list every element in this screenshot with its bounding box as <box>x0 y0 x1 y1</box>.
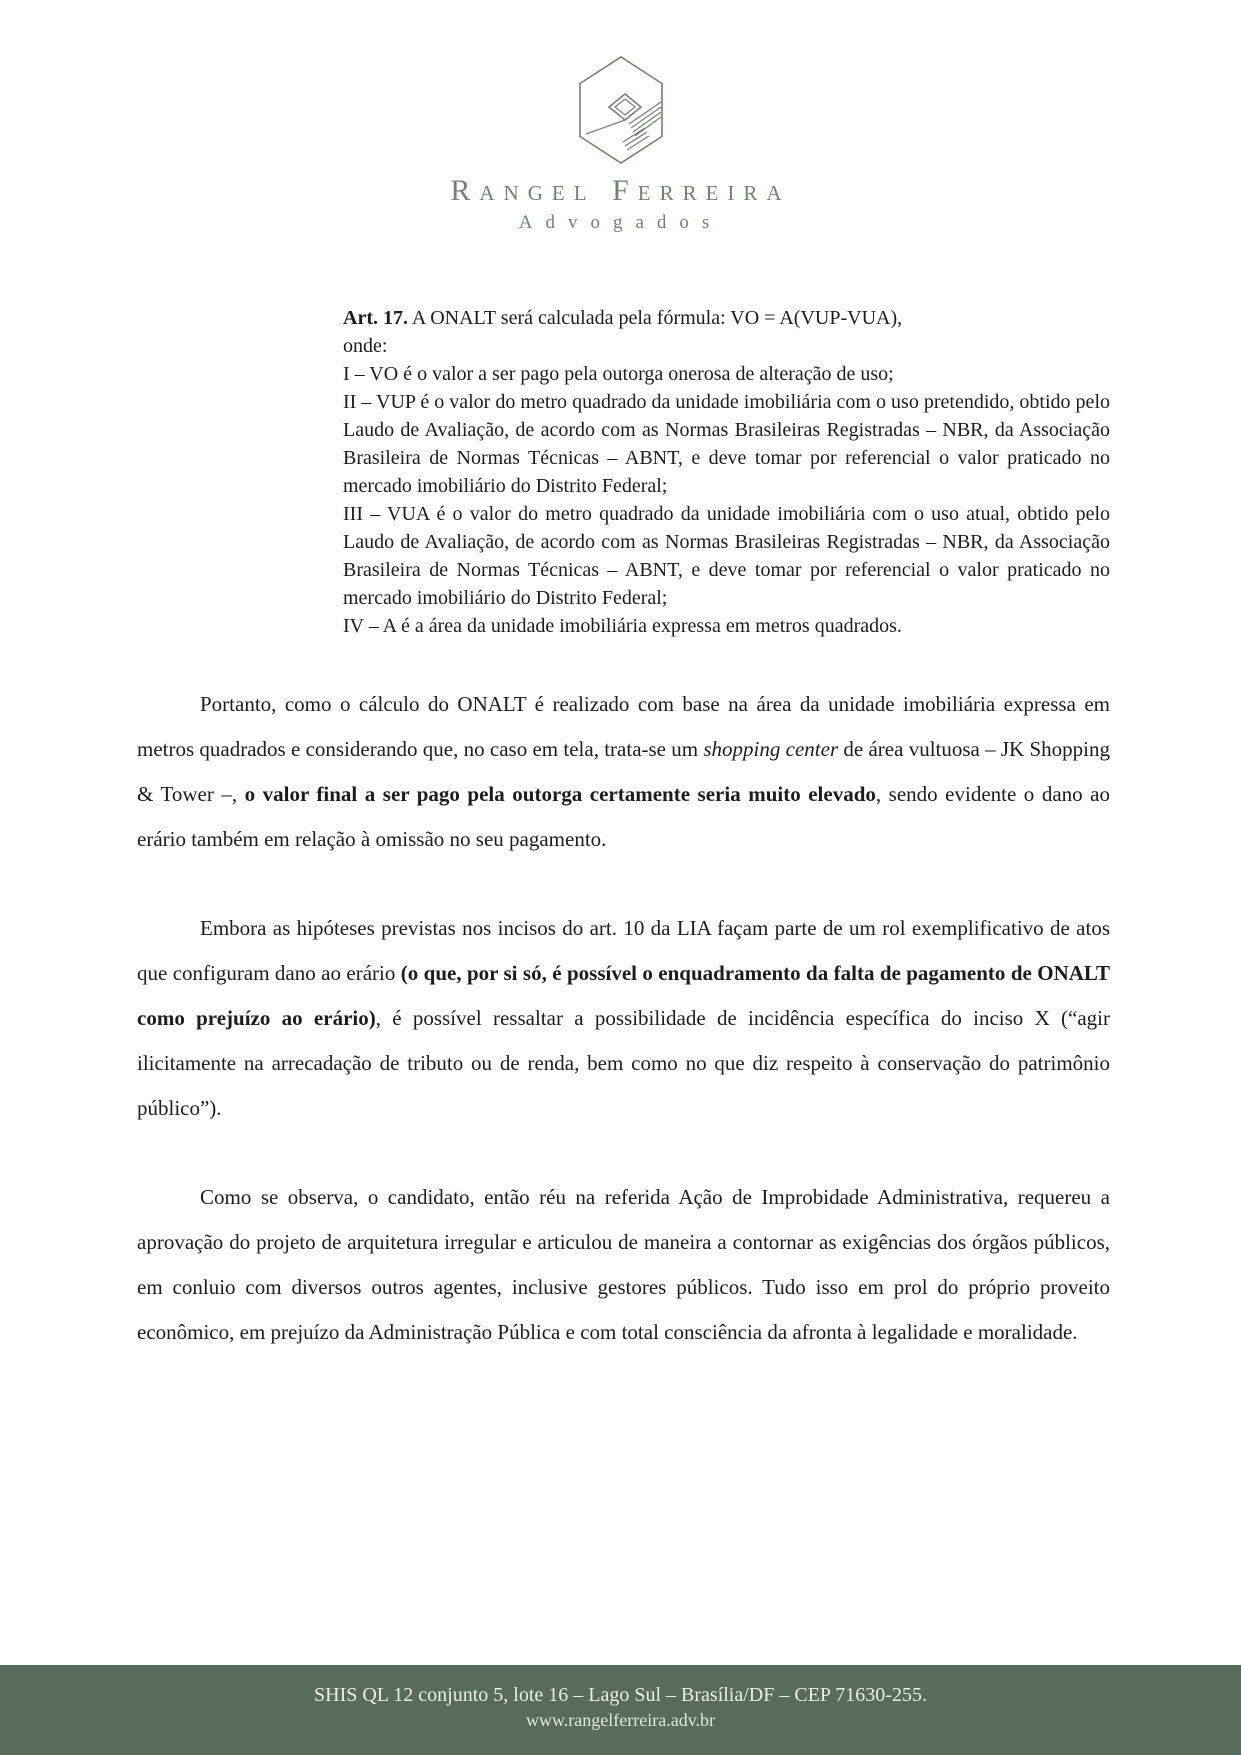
quote-line-inciso-4: IV – A é a área da unidade imobiliária expressa em metros quadrados. <box>343 615 902 637</box>
quote-intro-text: A ONALT será calculada pela fórmula: VO = A(VUP-VUA), <box>407 307 903 329</box>
p2-bold-enquadramento: (o que, por si só, é possível o enquadramento da falta de pagamento de ONALT como prejuízo ao erário) <box>137 961 1110 1030</box>
p1-bold-valor-final: o valor final a ser pago pela outorga certamente seria muito elevado <box>244 782 876 806</box>
footer-address: SHIS QL 12 conjunto 5, lote 16 – Lago Sul – Brasília/DF – CEP 71630-255. <box>314 1684 927 1706</box>
footer-website: www.rangelferreira.adv.br <box>525 1710 716 1730</box>
p1-text-3: , sendo evidente o dano ao erário também em relação à omissão no seu pagamento. <box>137 782 1110 851</box>
quote-line-onde: onde: <box>343 335 388 357</box>
quote-line-inciso-1: I – VO é o valor a ser pago pela outorga onerosa de alteração de uso; <box>343 363 894 385</box>
hexagon-logo-icon <box>579 56 663 164</box>
footer-bar <box>0 1665 1241 1755</box>
p3-text: Como se observa, o candidato, então réu na referida Ação de Improbidade Administrativa, requereu a aprovação do projeto de arquitetura irregular e articulou de maneira a contornar as exigências dos órgãos públicos, em conluio com diversos outros agentes, inclusive gestores públicos. Tudo isso em prol do próprio proveito econômico, em prejuízo da Administração Pública e com total consciência da afronta à legalidade e moralidade. <box>137 1185 1110 1344</box>
letterhead <box>0 0 1241 234</box>
quote-line-inciso-2: II – VUP é o valor do metro quadrado da unidade imobiliária com o uso pretendido, obtido pelo Laudo de Avaliação, de acordo com as Normas Brasileiras Registradas – NBR, da Associação Brasileira de Normas Técnicas – ABNT, e deve tomar por referencial o valor praticado no mercado imobiliário do Distrito Federal; <box>343 391 1110 497</box>
paragraph-portanto <box>137 682 1110 862</box>
firm-subtitle: Advogados <box>518 212 723 233</box>
p2-text-2: , é possível ressaltar a possibilidade de incidência específica do inciso X (“agir ilicitamente na arrecadação de tributo ou de renda, bem como no que diz respeito à conservação do patrimônio público”). <box>137 1006 1110 1120</box>
quote-line-inciso-3: III – VUA é o valor do metro quadrado da unidade imobiliária com o uso atual, obtido pelo Laudo de Avaliação, de acordo com as Normas Brasileiras Registradas – NBR, da Associação Brasileira de Normas Técnicas – ABNT, e deve tomar por referencial o valor praticado no mercado imobiliário do Distrito Federal; <box>343 503 1110 609</box>
p2-text-1: Embora as hipóteses previstas nos incisos do art. 10 da LIA façam parte de um rol exemplificativo de atos que configuram dano ao erário <box>137 916 1110 985</box>
p1-text-1: Portanto, como o cálculo do ONALT é realizado com base na área da unidade imobiliária expressa em metros quadrados e considerando que, no caso em tela, trata-se um <box>137 692 1110 761</box>
p1-text-2: de área vultuosa – JK Shopping & Tower –, <box>137 737 1110 806</box>
firm-name: Rangel Ferreira <box>450 174 791 207</box>
document-body <box>0 304 1241 1355</box>
quote-article-label: Art. 17. <box>343 307 408 329</box>
paragraph-embora <box>137 906 1110 1131</box>
statute-quote <box>343 304 1110 640</box>
quote-intro-line <box>343 304 1110 332</box>
paragraph-como-se-observa <box>137 1175 1110 1355</box>
p1-italic-shopping-center: shopping center <box>703 737 839 761</box>
